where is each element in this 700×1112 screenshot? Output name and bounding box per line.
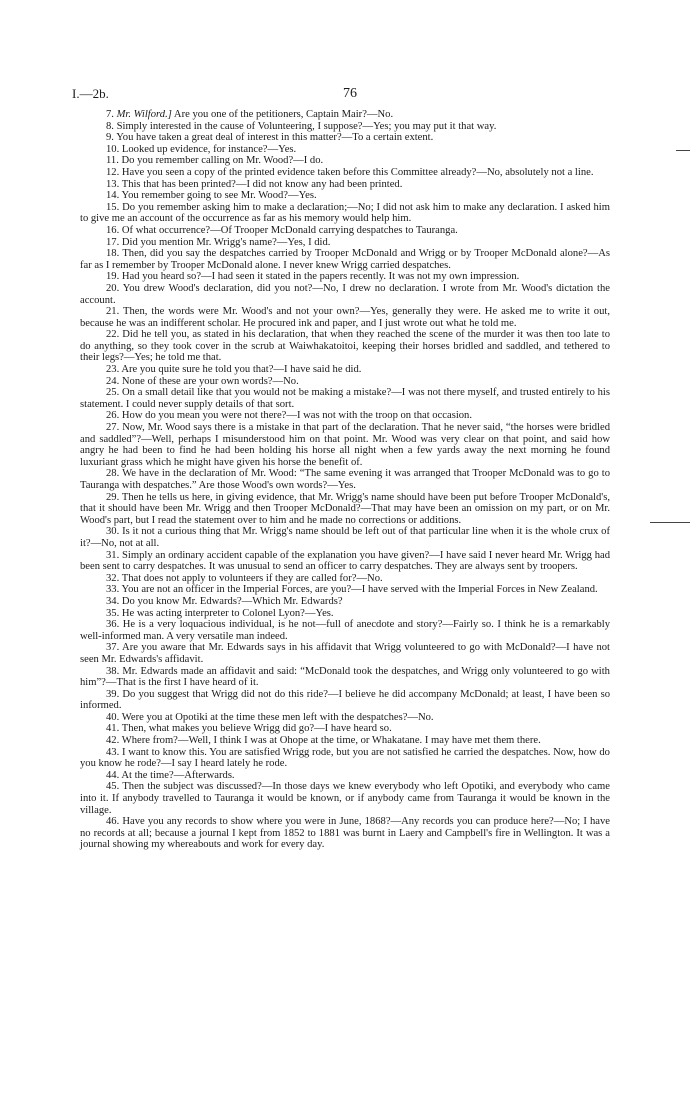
testimony-paragraph <box>80 167 610 179</box>
question-answer-text: Do you remember asking him to make a declaration;—No; I did not ask him to make any declaration. I asked him to give me an account of the occurrence as far as his memory would help him. <box>80 201 610 225</box>
testimony-paragraph <box>80 121 610 133</box>
question-number: 33. <box>106 584 120 596</box>
testimony-paragraph <box>80 584 610 596</box>
question-answer-text: How do you mean you were not there?—I was not with the troop on that occasion. <box>121 410 473 422</box>
testimony-paragraph <box>80 642 610 665</box>
question-answer-text: This that has been printed?—I did not know any had been printed. <box>121 178 403 190</box>
testimony-paragraph <box>80 376 610 388</box>
question-number: 27. <box>106 422 120 434</box>
testimony-paragraph <box>80 619 610 642</box>
testimony-paragraph <box>80 735 610 747</box>
testimony-paragraph <box>80 816 610 851</box>
testimony-paragraph <box>80 329 610 364</box>
question-number: 7. <box>106 109 114 120</box>
question-number: 25. <box>106 387 120 399</box>
question-number: 11. <box>106 155 119 167</box>
question-number: 26. <box>106 410 120 422</box>
question-answer-text: Then, what makes you believe Wrigg did go?—I have heard so. <box>121 723 392 735</box>
question-number: 38. <box>106 665 120 677</box>
question-number: 37. <box>106 642 120 654</box>
question-answer-text: Do you suggest that Wrigg did not do this ride?—I believe he did accompany McDonald; at least, I have been so informed. <box>80 688 610 712</box>
question-answer-text: Did he tell you, as stated in his declaration, that when they reached the scene of the murder it was then too late to do anything, so they took cover in the scrub at Waiwhakatoitoi, keeping their horses bridled and saddled, and tethered to their legs?—Yes; he told me that. <box>80 329 610 364</box>
testimony-paragraph <box>80 410 610 422</box>
testimony-paragraph <box>80 225 610 237</box>
question-answer-text: You remember going to see Mr. Wood?—Yes. <box>121 190 317 202</box>
testimony-paragraph <box>80 689 610 712</box>
question-number: 14. <box>106 190 120 202</box>
margin-mark <box>676 150 690 151</box>
question-answer-text: You are not an officer in the Imperial Forces, are you?—I have served with the Imperial Forces in New Zealand. <box>121 584 598 596</box>
question-answer-text: Had you heard so?—I had seen it stated in the papers recently. It was not my own impression. <box>121 271 520 283</box>
testimony-paragraph <box>80 596 610 608</box>
document-body <box>80 109 610 851</box>
question-answer-text: He was acting interpreter to Colonel Lyon?—Yes. <box>121 607 334 619</box>
question-answer-text: You have taken a great deal of interest in this matter?—To a certain extent. <box>116 132 434 144</box>
question-answer-text: Simply an ordinary accident capable of the explanation you have given?—I have said I never heard Mr. Wrigg had been sent to carry despatches. It was unusual to send an officer to carry despatches. They are always sent by troopers. <box>80 549 610 573</box>
question-number: 28. <box>106 468 120 480</box>
question-number: 18. <box>106 248 120 260</box>
question-number: 15. <box>106 201 120 213</box>
testimony-paragraph <box>80 723 610 735</box>
testimony-paragraph <box>80 132 610 144</box>
testimony-paragraph <box>80 202 610 225</box>
testimony-paragraph <box>80 237 610 249</box>
question-number: 21. <box>106 306 120 318</box>
question-number: 44. <box>106 769 120 781</box>
question-answer-text: None of these are your own words?—No. <box>121 375 299 387</box>
question-number: 31. <box>106 549 120 561</box>
question-answer-text: Were you at Opotiki at the time these men left with the despatches?—No. <box>121 711 434 723</box>
question-number: 12. <box>106 166 120 178</box>
question-answer-text: Where from?—Well, I think I was at Ohope at the time, or Whakatane. I may have met them there. <box>121 735 541 747</box>
testimony-paragraph <box>80 144 610 156</box>
testimony-paragraph <box>80 712 610 724</box>
testimony-paragraph <box>80 109 610 121</box>
testimony-paragraph <box>80 468 610 491</box>
question-answer-text: Do you know Mr. Edwards?—Which Mr. Edwards? <box>121 595 343 607</box>
testimony-paragraph <box>80 666 610 689</box>
question-number: 10. <box>106 143 120 155</box>
question-number: 40. <box>106 711 120 723</box>
question-answer-text: Then, the words were Mr. Wood's and not your own?—Yes, generally they were. He asked me to write it out, because he was an indifferent scholar. He procured ink and paper, and I just wrote out what he told me. <box>80 306 610 329</box>
question-number: 17. <box>106 236 120 248</box>
question-number: 9. <box>106 132 114 144</box>
question-number: 43. <box>106 746 120 758</box>
margin-mark <box>650 522 690 523</box>
testimony-paragraph <box>80 550 610 573</box>
testimony-paragraph <box>80 747 610 770</box>
question-number: 45. <box>106 781 120 793</box>
question-answer-text: Mr. Edwards made an affidavit and said: “McDonald took the despatches, and Wrigg only volunteered to go with him”?—That is the first I have heard of it. <box>80 665 610 689</box>
question-number: 13. <box>106 178 120 190</box>
question-answer-text: You drew Wood's declaration, did you not?—No, I drew no declaration. I wrote from Mr. Wood's dictation the account. <box>80 282 610 306</box>
page-header <box>72 86 628 106</box>
testimony-paragraph <box>80 190 610 202</box>
testimony-paragraph <box>80 179 610 191</box>
question-answer-text: On a small detail like that you would not be making a mistake?—I was not there myself, and trusted entirely to his statement. I could never supply details of that sort. <box>80 387 611 410</box>
question-number: 29. <box>106 491 120 503</box>
question-number: 35. <box>106 607 120 619</box>
testimony-paragraph <box>80 781 610 816</box>
question-answer-text: Now, Mr. Wood says there is a mistake in that part of the declaration. That he never said, “the horses were bridled and saddled”?—Well, perhaps I misunderstood him on that point. Mr. Wood was very clear on that point, and said how angry he had been to find he had been holding his horse all night when a few yards away the next morning he found luxuriant grass which he might have given his horse the benefit of. <box>80 422 611 468</box>
testimony-paragraph <box>80 770 610 782</box>
question-answer-text: Of what occurrence?—Of Trooper McDonald carrying despatches to Tauranga. <box>121 224 458 236</box>
question-answer-text: I want to know this. You are satisfied Wrigg rode, but you are not satisfied he carried the despatches. Now, how do you know he rode?—I say I heard lately he rode. <box>80 746 610 770</box>
question-answer-text: Have you seen a copy of the printed evidence taken before this Committee already?—No, absolutely not a line. <box>121 166 594 178</box>
question-number: 32. <box>106 572 120 584</box>
speaker-name: Mr. Wilford.] <box>116 109 172 120</box>
question-number: 41. <box>106 723 120 735</box>
question-number: 24. <box>106 375 120 387</box>
question-answer-text: Simply interested in the cause of Volunteering, I suppose?—Yes; you may put it that way. <box>116 120 497 132</box>
question-number: 36. <box>106 619 120 631</box>
question-number: 23. <box>106 364 120 376</box>
question-number: 19. <box>106 271 120 283</box>
question-number: 46. <box>106 816 120 828</box>
testimony-paragraph <box>80 271 610 283</box>
testimony-paragraph <box>80 573 610 585</box>
question-number: 34. <box>106 595 120 607</box>
question-answer-text: Is it not a curious thing that Mr. Wrigg's name should be left out of that particular line when it is the whole crux of it?—No, not at all. <box>80 526 610 549</box>
testimony-paragraph <box>80 248 610 271</box>
question-answer-text: Looked up evidence, for instance?—Yes. <box>121 143 297 155</box>
question-answer-text: Then the subject was discussed?—In those days we knew everybody who left Opotiki, and everybody who came into it. If anybody travelled to Tauranga it would be known, or if anybody came from Tauranga it would be known in the village. <box>80 781 610 816</box>
question-number: 20. <box>106 282 120 294</box>
question-answer-text: He is a very loquacious individual, is he not—full of anecdote and story?—Fairly so. I think he is a remarkably well-informed man. A very versatile man indeed. <box>80 619 610 642</box>
testimony-paragraph <box>80 306 610 329</box>
question-answer-text: Are you quite sure he told you that?—I have said he did. <box>121 364 362 376</box>
question-number: 39. <box>106 688 120 700</box>
testimony-paragraph <box>80 608 610 620</box>
testimony-paragraph <box>80 155 610 167</box>
question-number: 16. <box>106 224 120 236</box>
question-number: 42. <box>106 735 120 747</box>
question-answer-text: Are you aware that Mr. Edwards says in his affidavit that Wrigg volunteered to go with McDonald?—I have not seen Mr. Edwards's affidavit. <box>80 642 610 665</box>
question-number: 8. <box>106 120 114 132</box>
testimony-paragraph <box>80 283 610 306</box>
question-answer-text: That does not apply to volunteers if they are called for?—No. <box>121 572 383 584</box>
testimony-paragraph <box>80 492 610 527</box>
question-answer-text: Did you mention Mr. Wrigg's name?—Yes, I did. <box>121 236 331 248</box>
testimony-paragraph <box>80 526 610 549</box>
question-answer-text: Are you one of the petitioners, Captain Mair?—No. <box>173 109 394 120</box>
question-number: 22. <box>106 329 120 341</box>
document-reference: I.—2b. <box>72 86 109 101</box>
testimony-paragraph <box>80 422 610 468</box>
testimony-paragraph <box>80 364 610 376</box>
question-answer-text: At the time?—Afterwards. <box>121 769 235 781</box>
question-answer-text: Have you any records to show where you were in June, 1868?—Any records you can produce here?—No; I have no records at all; because a journal I kept from 1852 to 1881 was burnt in Laery and Campbell's fire in Wellington. It was a journal showing my whereabouts and work for every day. <box>80 816 610 851</box>
question-answer-text: Then he tells us here, in giving evidence, that Mr. Wrigg's name should have been put before Trooper McDonald's, that it should have been Mr. Wrigg and then Trooper McDonald?—That may have been an omission on my part, or on Mr. Wood's part, but I read the statement over to him and he made no corrections or additions. <box>80 491 610 526</box>
question-number: 30. <box>106 526 120 538</box>
page-number: 76 <box>343 86 357 101</box>
question-answer-text: Do you remember calling on Mr. Wood?—I do. <box>121 155 324 167</box>
testimony-paragraph <box>80 387 610 410</box>
question-answer-text: Then, did you say the despatches carried by Trooper McDonald and Wrigg or by Trooper McDonald alone?—As far as I remember by Trooper McDonald alone. I never knew Wrigg carried despatches. <box>80 248 610 271</box>
question-answer-text: We have in the declaration of Mr. Wood: “The same evening it was arranged that Trooper McDonald was to go to Tauranga with despatches.” Are those Wood's own words?—Yes. <box>80 468 610 491</box>
